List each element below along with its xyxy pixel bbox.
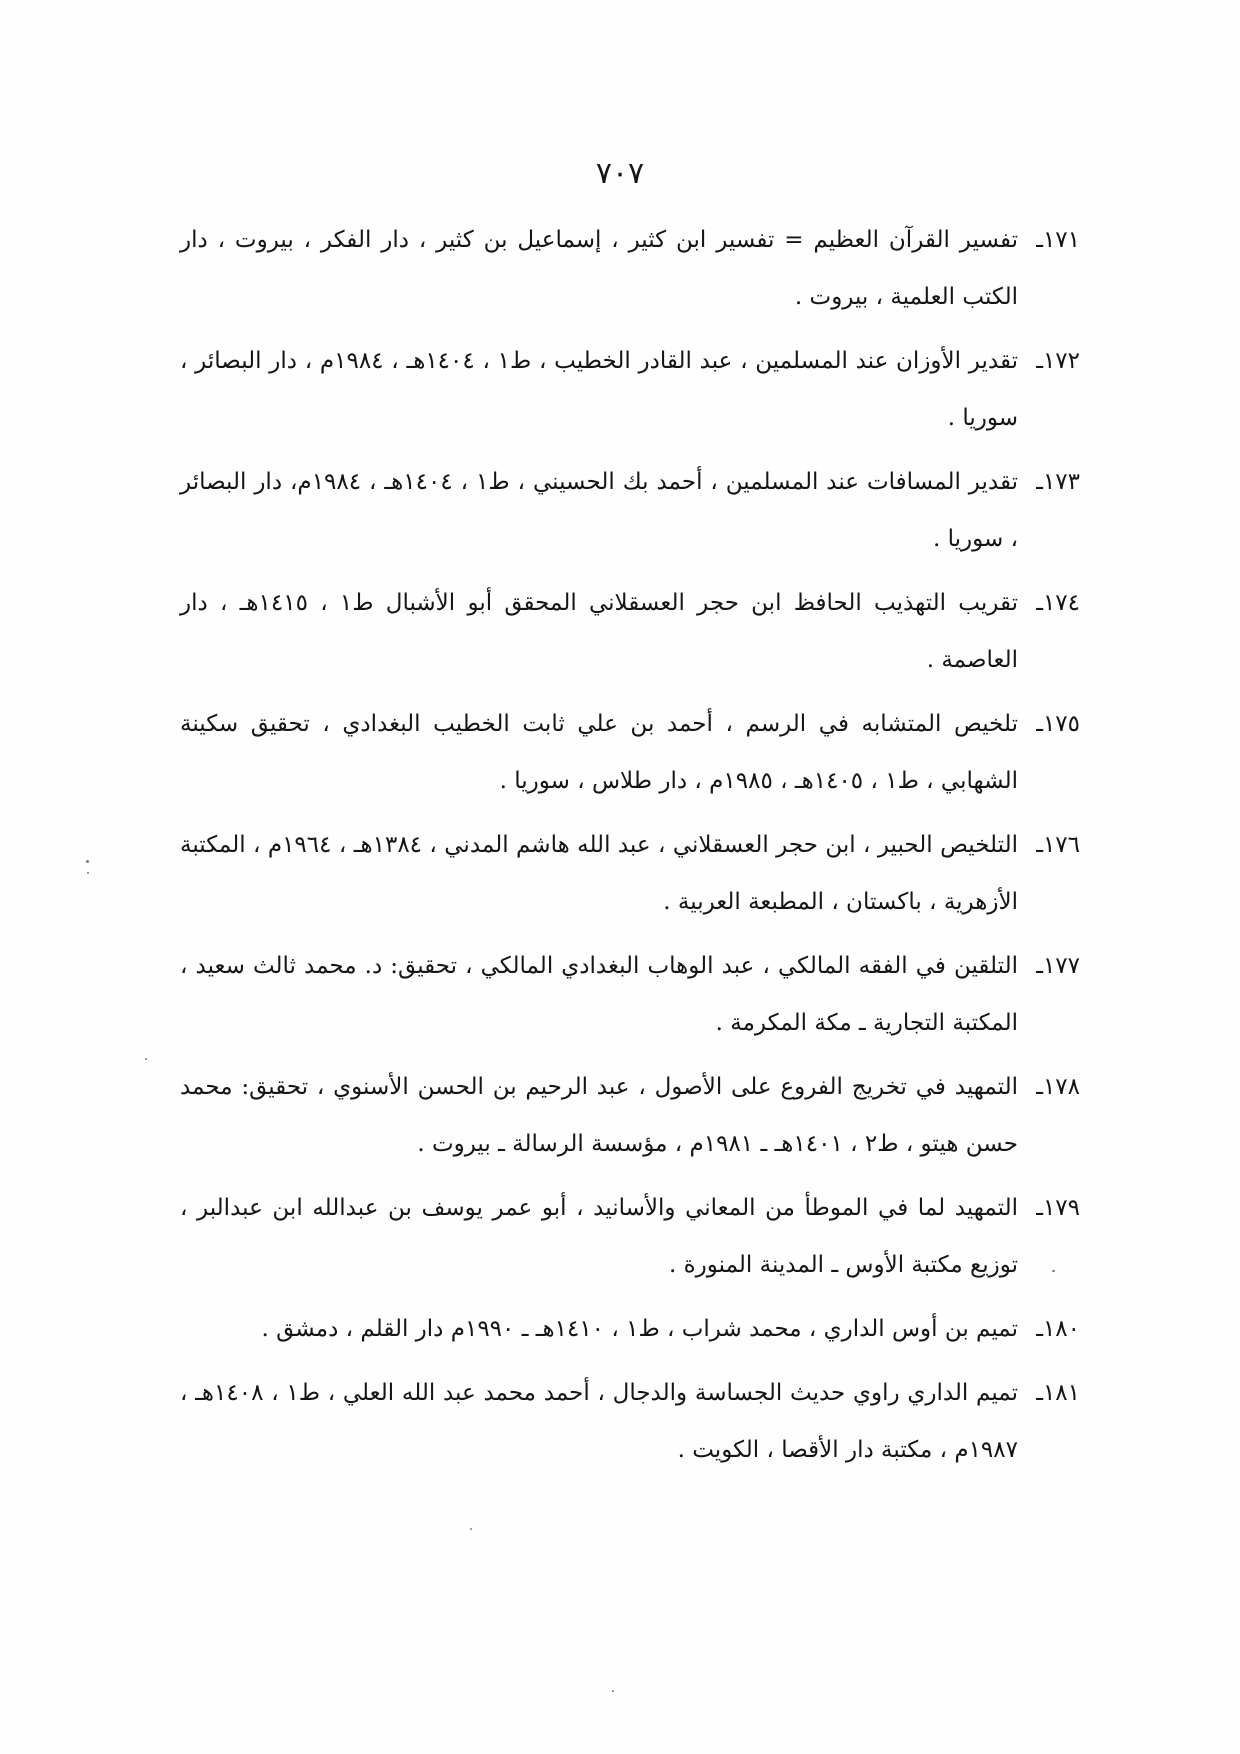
entry-number: ١٧٢ـ — [1036, 348, 1080, 374]
bibliography-entry-181 — [180, 1365, 1080, 1479]
bibliography-entry-173 — [180, 454, 1080, 568]
entry-number: ١٧٧ـ — [1036, 953, 1080, 979]
bibliography-entry-174 — [180, 575, 1080, 689]
scan-speck — [145, 1058, 147, 1060]
entry-text: التلخيص الحبير ، ابن حجر العسقلاني ، عبد الله هاشم المدني ، ١٣٨٤هـ ، ١٩٦٤م ، المكتبة الأزهرية ، باكستان ، المطبعة العربية . — [180, 832, 1018, 915]
scan-speck — [612, 1690, 614, 1692]
entry-text: تميم الداري راوي حديث الجساسة والدجال ، أحمد محمد عبد الله العلي ، ط١ ، ١٤٠٨هـ ، ١٩٨٧م ، مكتبة دار الأقصا ، الكويت . — [180, 1380, 1018, 1463]
entry-text: تقريب التهذيب الحافظ ابن حجر العسقلاني المحقق أبو الأشبال ط١ ، ١٤١٥هـ ، دار العاصمة . — [180, 590, 1018, 673]
entry-text: التمهيد لما في الموطأ من المعاني والأسانيد ، أبو عمر يوسف بن عبدالله ابن عبدالبر ، توزيع مكتبة الأوس ـ المدينة المنورة . — [180, 1195, 1018, 1278]
bibliography-list — [180, 212, 1080, 1486]
bibliography-entry-177 — [180, 938, 1080, 1052]
entry-text: تلخيص المتشابه في الرسم ، أحمد بن علي ثابت الخطيب البغدادي ، تحقيق سكينة الشهابي ، ط١ ، ١٤٠٥هـ ، ١٩٨٥م ، دار طلاس ، سوريا . — [180, 711, 1018, 794]
scan-speck — [87, 872, 89, 874]
entry-number: ١٨١ـ — [1036, 1380, 1080, 1406]
bibliography-entry-176 — [180, 817, 1080, 931]
bibliography-entry-180 — [180, 1301, 1080, 1358]
scan-speck — [470, 1528, 472, 1530]
bibliography-entry-172 — [180, 333, 1080, 447]
entry-number: ١٧٥ـ — [1036, 711, 1080, 737]
page-number: ٧٠٧ — [595, 156, 645, 191]
entry-number: ١٧١ـ — [1036, 227, 1080, 253]
bibliography-entry-178 — [180, 1059, 1080, 1173]
bibliography-entry-171 — [180, 212, 1080, 326]
entry-text: تميم بن أوس الداري ، محمد شراب ، ط١ ، ١٤١٠هـ ـ ١٩٩٠م دار القلم ، دمشق . — [261, 1316, 1018, 1342]
entry-text: تقدير المسافات عند المسلمين ، أحمد بك الحسيني ، ط١ ، ١٤٠٤هـ ، ١٩٨٤م، دار البصائر ، سوريا . — [180, 469, 1018, 552]
entry-number: ١٧٩ـ — [1036, 1195, 1080, 1221]
entry-text: تفسير القرآن العظيم = تفسير ابن كثير ، إسماعيل بن كثير ، دار الفكر ، بيروت ، دار الكتب العلمية ، بيروت . — [180, 227, 1018, 310]
entry-number: ١٧٤ـ — [1036, 590, 1080, 616]
scan-speck — [86, 860, 89, 863]
entry-number: ١٧٨ـ — [1036, 1074, 1080, 1100]
entry-text: تقدير الأوزان عند المسلمين ، عبد القادر الخطيب ، ط١ ، ١٤٠٤هـ ، ١٩٨٤م ، دار البصائر ، سوريا . — [180, 348, 1018, 431]
entry-number: ١٨٠ـ — [1036, 1316, 1080, 1342]
entry-number: ١٧٦ـ — [1036, 832, 1080, 858]
entry-text: التمهيد في تخريج الفروع على الأصول ، عبد الرحيم بن الحسن الأسنوي ، تحقيق: محمد حسن هيتو ، ط٢ ، ١٤٠١هـ ـ ١٩٨١م ، مؤسسة الرسالة ـ بيروت . — [180, 1074, 1018, 1157]
entry-text: التلقين في الفقه المالكي ، عبد الوهاب البغدادي المالكي ، تحقيق: د. محمد ثالث سعيد ، المكتبة التجارية ـ مكة المكرمة . — [180, 953, 1018, 1036]
entry-number: ١٧٣ـ — [1036, 469, 1080, 495]
bibliography-entry-175 — [180, 696, 1080, 810]
scan-speck — [1052, 1270, 1055, 1272]
bibliography-entry-179 — [180, 1180, 1080, 1294]
